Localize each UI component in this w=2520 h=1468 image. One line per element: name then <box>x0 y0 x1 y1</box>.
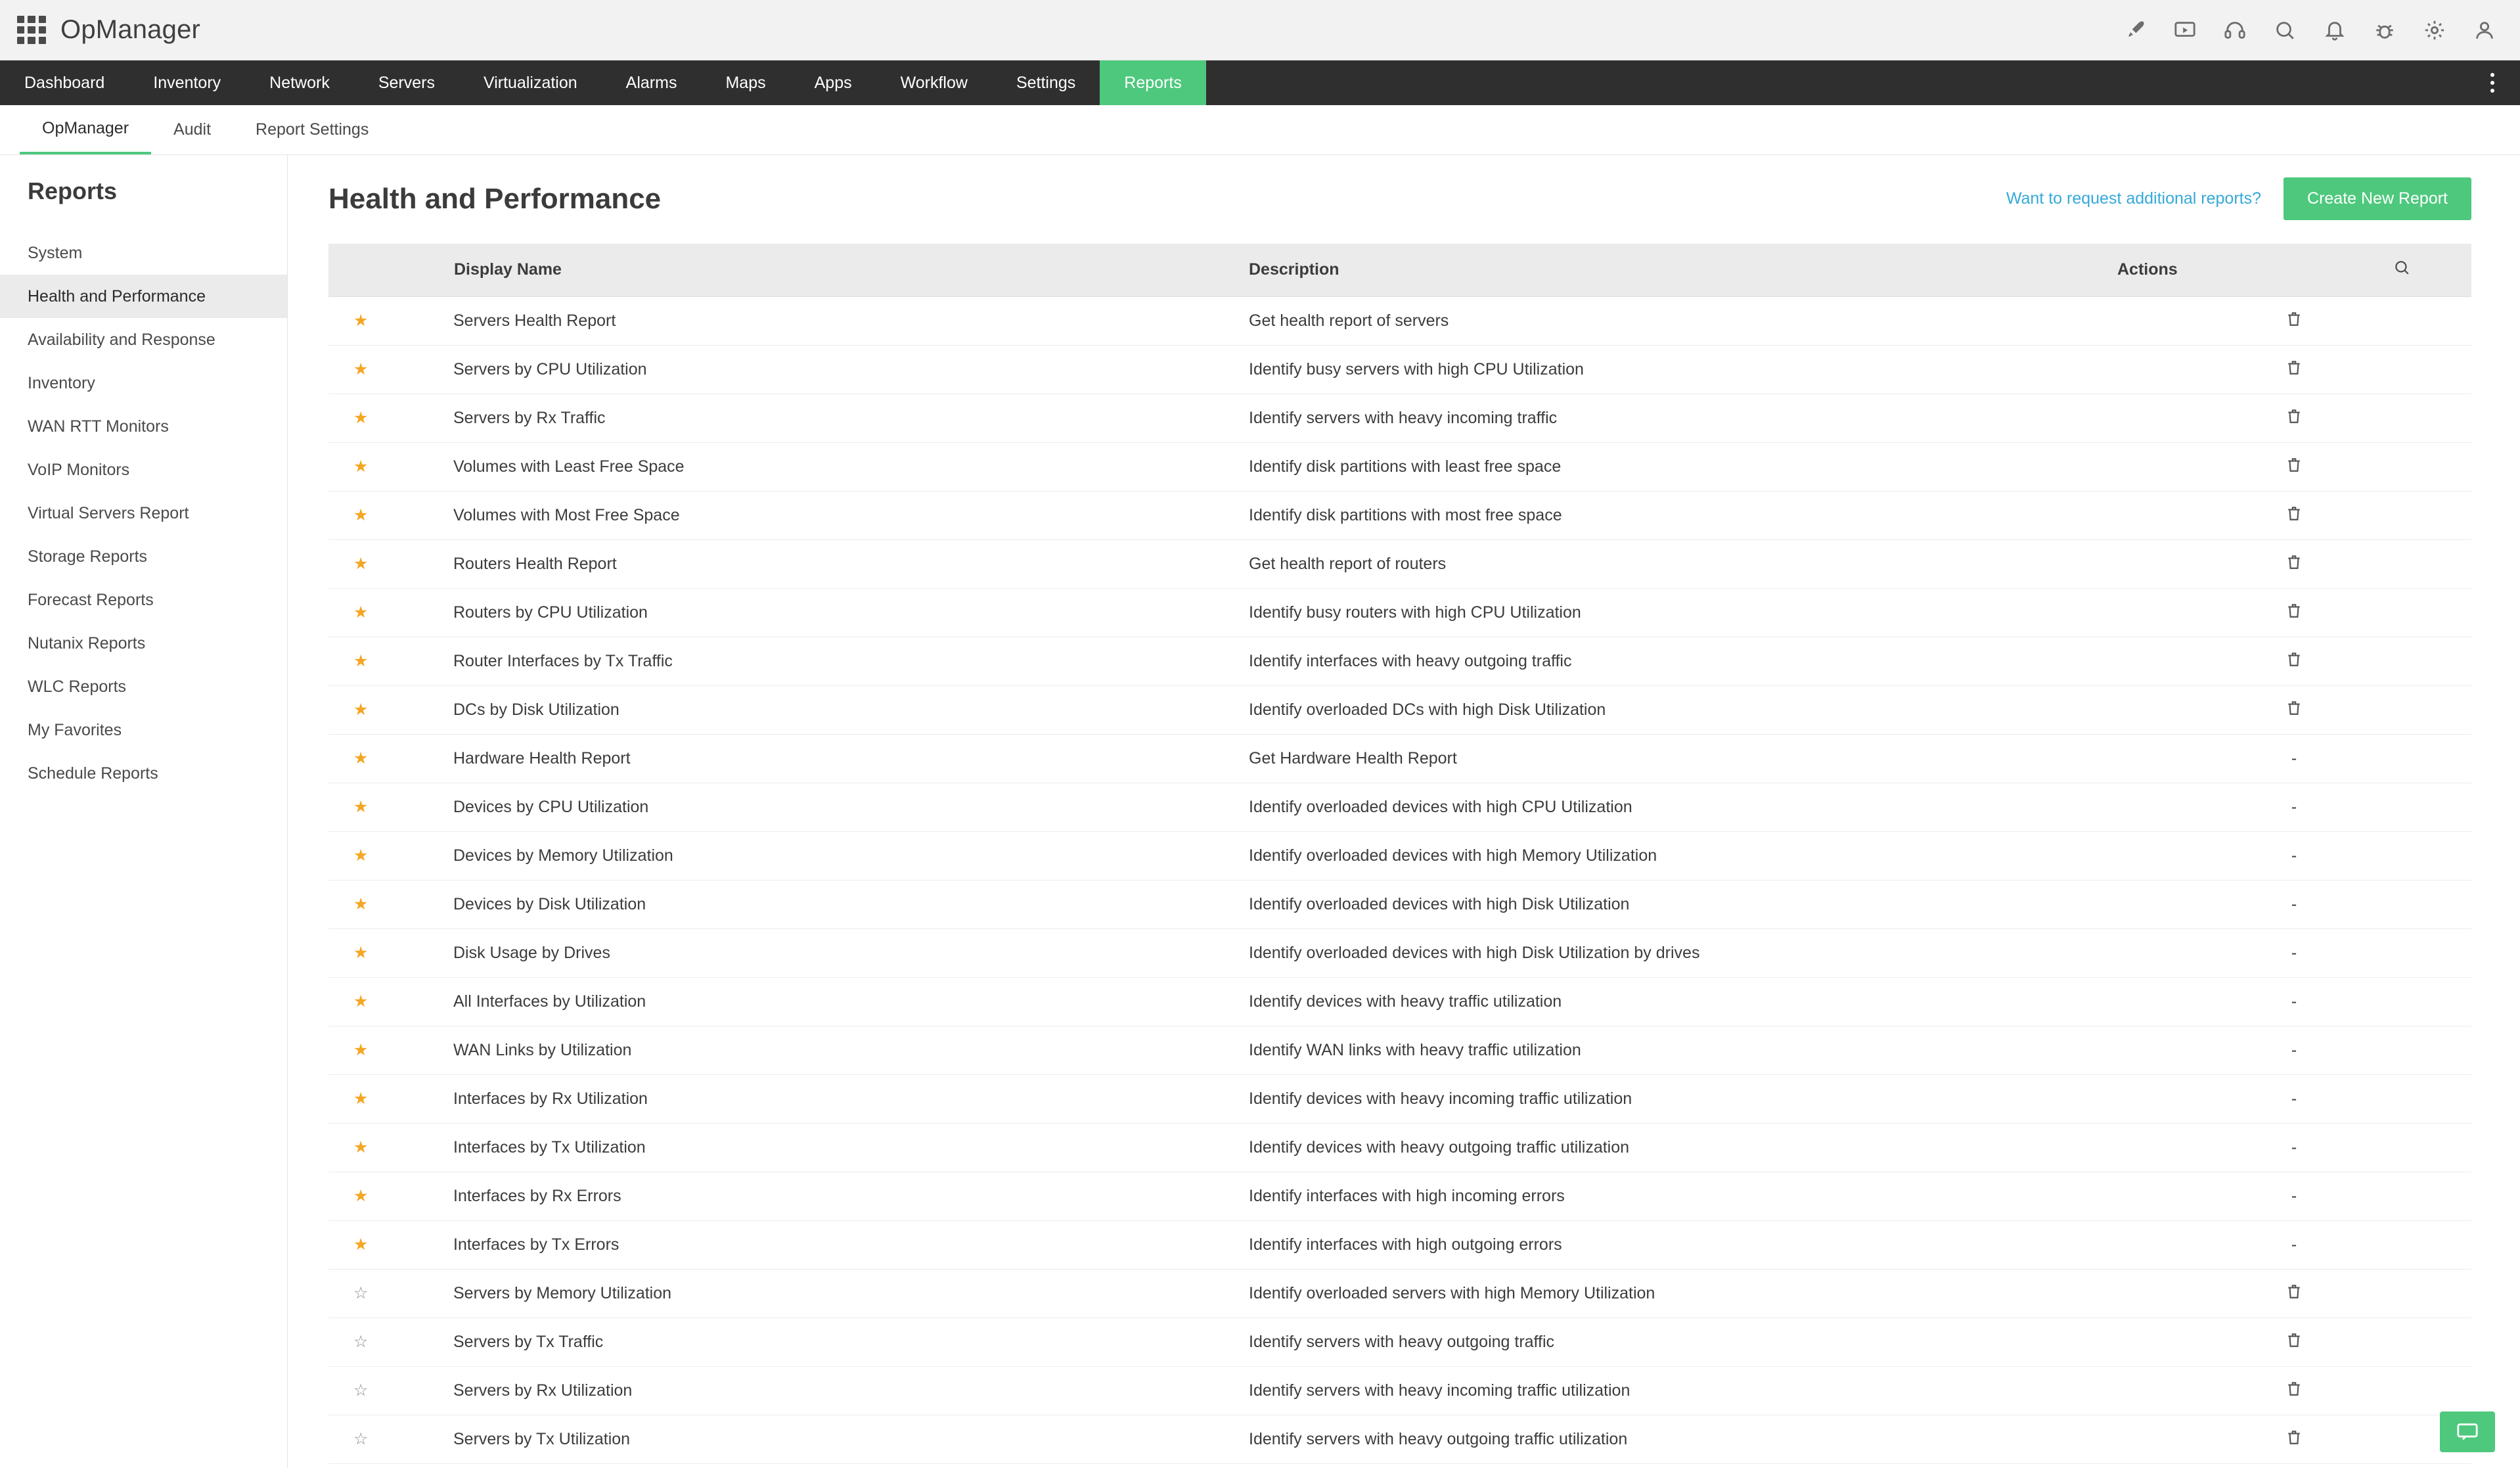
report-description: Identify disk partitions with least free space <box>1248 442 2117 491</box>
delete-report-icon[interactable] <box>2117 491 2471 539</box>
column-display-name[interactable]: Display Name <box>453 244 1248 296</box>
report-name-link[interactable]: Interfaces by Rx Utilization <box>453 1074 1248 1123</box>
sidebar-item-system[interactable]: System <box>28 243 83 262</box>
table-row[interactable] <box>328 1415 2471 1463</box>
no-action-placeholder: - <box>2117 734 2471 783</box>
rocket-icon[interactable] <box>2122 17 2148 43</box>
table-row[interactable] <box>328 1220 2471 1269</box>
report-name-link[interactable]: Servers Health Report <box>453 296 1248 345</box>
nav-item-settings[interactable]: Settings <box>1016 73 1076 92</box>
sidebar-item-virtual-servers-report[interactable]: Virtual Servers Report <box>28 503 189 522</box>
presentation-icon[interactable] <box>2172 17 2198 43</box>
report-name-link[interactable]: Servers by Tx Utilization <box>453 1415 1248 1463</box>
no-action-placeholder: - <box>2117 783 2471 831</box>
sidebar-item-wlc-reports[interactable]: WLC Reports <box>28 677 127 696</box>
no-action-placeholder: - <box>2117 977 2471 1026</box>
nav-item-reports[interactable]: Reports <box>1100 60 1206 105</box>
sidebar-item-voip-monitors[interactable]: VoIP Monitors <box>28 460 130 479</box>
sidebar <box>0 155 288 1468</box>
column-favorite <box>328 244 453 296</box>
table-row[interactable] <box>328 394 2471 442</box>
favorite-star-filled-icon[interactable]: ★ <box>328 1026 453 1074</box>
report-name-link[interactable]: DCs by Disk Utilization <box>453 685 1248 734</box>
headset-icon[interactable] <box>2222 17 2248 43</box>
favorite-star-outline-icon[interactable]: ☆ <box>328 1318 453 1366</box>
report-name-link[interactable]: Routers by CPU Utilization <box>453 588 1248 637</box>
report-name-link[interactable]: Disk Usage by Drives <box>453 929 1248 977</box>
no-action-placeholder: - <box>2117 1123 2471 1172</box>
page-title: Health and Performance <box>328 182 662 215</box>
sidebar-title: Reports <box>28 177 118 204</box>
nav-item-dashboard[interactable]: Dashboard <box>24 73 105 92</box>
table-row[interactable] <box>328 1123 2471 1172</box>
delete-report-icon[interactable] <box>2117 539 2471 588</box>
table-row[interactable] <box>328 685 2471 734</box>
sidebar-item-wan-rtt-monitors[interactable]: WAN RTT Monitors <box>28 417 169 436</box>
table-row[interactable] <box>328 1318 2471 1366</box>
favorite-star-filled-icon[interactable]: ★ <box>328 783 453 831</box>
table-row[interactable] <box>328 783 2471 831</box>
subnav-item-report-settings[interactable]: Report Settings <box>256 120 369 139</box>
delete-report-icon[interactable] <box>2117 442 2471 491</box>
search-icon[interactable] <box>2272 17 2298 43</box>
report-description: Identify interfaces with high incoming errors <box>1248 1172 2117 1220</box>
report-description: Identify WAN links with heavy traffic utilization <box>1248 1026 2117 1074</box>
favorite-star-outline-icon[interactable]: ☆ <box>328 1415 453 1463</box>
sidebar-item-forecast-reports[interactable]: Forecast Reports <box>28 590 154 609</box>
report-name-link[interactable]: Router Interfaces by Tx Traffic <box>453 637 1248 685</box>
table-row[interactable] <box>328 1074 2471 1123</box>
column-actions: Actions <box>2117 244 2393 296</box>
favorite-star-filled-icon[interactable]: ★ <box>328 1172 453 1220</box>
report-description: Identify devices with heavy outgoing traffic utilization <box>1248 1123 2117 1172</box>
report-description: Identify overloaded DCs with high Disk Utilization <box>1248 685 2117 734</box>
report-description: Get health report of servers <box>1248 296 2117 345</box>
report-description: Identify busy routers with high CPU Utilization <box>1248 588 2117 637</box>
create-new-report-button[interactable]: Create New Report <box>2284 177 2471 220</box>
report-name-link[interactable]: Devices by Disk Utilization <box>453 880 1248 929</box>
nav-item-servers[interactable]: Servers <box>378 73 435 92</box>
top-bar <box>0 0 2520 60</box>
favorite-star-filled-icon[interactable]: ★ <box>328 734 453 783</box>
favorite-star-filled-icon[interactable]: ★ <box>328 977 453 1026</box>
no-action-placeholder: - <box>2117 831 2471 880</box>
no-action-placeholder: - <box>2117 1026 2471 1074</box>
favorite-star-filled-icon[interactable]: ★ <box>328 491 453 539</box>
sidebar-item-health-and-performance[interactable]: Health and Performance <box>0 275 287 318</box>
main-content <box>288 155 2520 1468</box>
report-name-link[interactable]: Devices by CPU Utilization <box>453 783 1248 831</box>
favorite-star-filled-icon[interactable]: ★ <box>328 1220 453 1269</box>
favorite-star-filled-icon[interactable]: ★ <box>328 831 453 880</box>
report-name-link[interactable]: Interfaces by Tx Utilization <box>453 1123 1248 1172</box>
table-row[interactable] <box>328 929 2471 977</box>
table-row[interactable] <box>328 734 2471 783</box>
favorite-star-filled-icon[interactable]: ★ <box>328 442 453 491</box>
report-name-link[interactable]: All Interfaces by Utilization <box>453 977 1248 1026</box>
main-navigation <box>0 60 2520 105</box>
report-description: Identify disk partitions with most free space <box>1248 491 2117 539</box>
report-description: Identify interfaces with high outgoing errors <box>1248 1220 2117 1269</box>
favorite-star-outline-icon[interactable]: ☆ <box>328 1269 453 1318</box>
report-description: Identify servers with heavy outgoing traffic utilization <box>1248 1415 2117 1463</box>
delete-report-icon[interactable] <box>2117 1366 2471 1415</box>
report-name-link[interactable]: Routers Health Report <box>453 539 1248 588</box>
favorite-star-filled-icon[interactable]: ★ <box>328 394 453 442</box>
favorite-star-filled-icon[interactable]: ★ <box>328 880 453 929</box>
report-description: Identify overloaded devices with high Memory Utilization <box>1248 831 2117 880</box>
report-name-link[interactable]: Hardware Health Report <box>453 734 1248 783</box>
content-header <box>328 177 2471 220</box>
sidebar-item-schedule-reports[interactable]: Schedule Reports <box>28 764 158 783</box>
delete-report-icon[interactable] <box>2117 345 2471 394</box>
report-description: Identify overloaded devices with high Disk Utilization by drives <box>1248 929 2117 977</box>
favorite-star-filled-icon[interactable]: ★ <box>328 637 453 685</box>
report-description: Identify servers with heavy incoming traffic utilization <box>1248 1366 2117 1415</box>
report-description: Identify busy servers with high CPU Utilization <box>1248 345 2117 394</box>
sidebar-item-my-favorites[interactable]: My Favorites <box>28 720 122 739</box>
report-description: Get health report of routers <box>1248 539 2117 588</box>
delete-report-icon[interactable] <box>2117 1415 2471 1463</box>
report-name-link[interactable]: Interfaces by Tx Errors <box>453 1220 1248 1269</box>
report-description: Identify servers with heavy outgoing traffic <box>1248 1318 2117 1366</box>
sidebar-item-nutanix-reports[interactable]: Nutanix Reports <box>28 633 146 653</box>
report-name-link[interactable]: WAN Links by Utilization <box>453 1026 1248 1074</box>
nav-item-workflow[interactable]: Workflow <box>900 73 968 92</box>
favorite-star-filled-icon[interactable]: ★ <box>328 1123 453 1172</box>
report-description: Identify overloaded servers with high Memory Utilization <box>1248 1269 2117 1318</box>
table-row[interactable] <box>328 442 2471 491</box>
column-description[interactable]: Description <box>1248 244 2117 296</box>
subnav-item-audit[interactable]: Audit <box>173 120 212 139</box>
table-row[interactable] <box>328 539 2471 588</box>
no-action-placeholder: - <box>2117 929 2471 977</box>
gear-icon[interactable] <box>2421 17 2448 43</box>
sidebar-item-inventory[interactable]: Inventory <box>28 373 95 392</box>
nav-item-apps[interactable]: Apps <box>814 73 852 92</box>
sidebar-item-storage-reports[interactable]: Storage Reports <box>28 547 148 566</box>
nav-item-maps[interactable]: Maps <box>725 73 766 92</box>
table-row[interactable] <box>328 1269 2471 1318</box>
report-description: Get Hardware Health Report <box>1248 734 2117 783</box>
favorite-star-filled-icon[interactable]: ★ <box>328 296 453 345</box>
table-row[interactable] <box>328 637 2471 685</box>
favorite-star-filled-icon[interactable]: ★ <box>328 685 453 734</box>
favorite-star-filled-icon[interactable]: ★ <box>328 588 453 637</box>
nav-item-alarms[interactable]: Alarms <box>625 73 677 92</box>
table-search-icon[interactable] <box>2393 244 2471 296</box>
overflow-menu-icon[interactable] <box>2479 60 2506 105</box>
nav-item-inventory[interactable]: Inventory <box>153 73 221 92</box>
report-name-link[interactable]: Volumes with Least Free Space <box>453 442 1248 491</box>
favorite-star-outline-icon[interactable]: ☆ <box>328 1366 453 1415</box>
reports-table-body <box>328 296 2471 1463</box>
bell-icon[interactable] <box>2322 17 2348 43</box>
delete-report-icon[interactable] <box>2117 1318 2471 1366</box>
chat-support-icon[interactable] <box>2440 1411 2495 1452</box>
delete-report-icon[interactable] <box>2117 685 2471 734</box>
sub-navigation <box>0 105 2520 155</box>
delete-report-icon[interactable] <box>2117 588 2471 637</box>
nav-item-virtualization[interactable]: Virtualization <box>483 73 577 92</box>
table-row[interactable] <box>328 1172 2471 1220</box>
subnav-item-opmanager[interactable]: OpManager <box>20 105 151 154</box>
table-row[interactable] <box>328 1366 2471 1415</box>
report-name-link[interactable]: Servers by Memory Utilization <box>453 1269 1248 1318</box>
request-additional-reports-link[interactable]: Want to request additional reports? <box>2006 189 2262 208</box>
bug-icon[interactable] <box>2372 17 2398 43</box>
favorite-star-filled-icon[interactable]: ★ <box>328 539 453 588</box>
nav-item-network[interactable]: Network <box>269 73 330 92</box>
report-name-link[interactable]: Devices by Memory Utilization <box>453 831 1248 880</box>
report-name-link[interactable]: Servers by Rx Traffic <box>453 394 1248 442</box>
sidebar-item-availability-and-response[interactable]: Availability and Response <box>28 330 215 349</box>
table-row[interactable] <box>328 1026 2471 1074</box>
table-row[interactable] <box>328 296 2471 345</box>
report-description: Identify devices with heavy incoming traffic utilization <box>1248 1074 2117 1123</box>
report-name-link[interactable]: Interfaces by Rx Errors <box>453 1172 1248 1220</box>
no-action-placeholder: - <box>2117 880 2471 929</box>
table-row[interactable] <box>328 345 2471 394</box>
table-row[interactable] <box>328 977 2471 1026</box>
report-description: Identify devices with heavy traffic utilization <box>1248 977 2117 1026</box>
delete-report-icon[interactable] <box>2117 637 2471 685</box>
report-description: Identify interfaces with heavy outgoing traffic <box>1248 637 2117 685</box>
no-action-placeholder: - <box>2117 1172 2471 1220</box>
report-description: Identify overloaded devices with high Disk Utilization <box>1248 880 2117 929</box>
table-row[interactable] <box>328 880 2471 929</box>
favorite-star-filled-icon[interactable]: ★ <box>328 929 453 977</box>
delete-report-icon[interactable] <box>2117 1269 2471 1318</box>
report-name-link[interactable]: Volumes with Most Free Space <box>453 491 1248 539</box>
app-title: OpManager <box>60 15 201 44</box>
table-row[interactable] <box>328 491 2471 539</box>
report-description: Identify servers with heavy incoming traffic <box>1248 394 2117 442</box>
user-icon[interactable] <box>2471 17 2498 43</box>
delete-report-icon[interactable] <box>2117 296 2471 345</box>
no-action-placeholder: - <box>2117 1074 2471 1123</box>
reports-table <box>328 244 2471 1464</box>
no-action-placeholder: - <box>2117 1220 2471 1269</box>
favorite-star-filled-icon[interactable]: ★ <box>328 1074 453 1123</box>
app-grid-icon[interactable] <box>17 16 46 45</box>
delete-report-icon[interactable] <box>2117 394 2471 442</box>
report-name-link[interactable]: Servers by Tx Traffic <box>453 1318 1248 1366</box>
table-row[interactable] <box>328 831 2471 880</box>
table-row[interactable] <box>328 588 2471 637</box>
reports-table-header <box>328 244 2471 296</box>
report-description: Identify overloaded devices with high CPU Utilization <box>1248 783 2117 831</box>
report-name-link[interactable]: Servers by Rx Utilization <box>453 1366 1248 1415</box>
topbar-icon-group <box>2122 17 2498 43</box>
favorite-star-filled-icon[interactable]: ★ <box>328 345 453 394</box>
report-name-link[interactable]: Servers by CPU Utilization <box>453 345 1248 394</box>
